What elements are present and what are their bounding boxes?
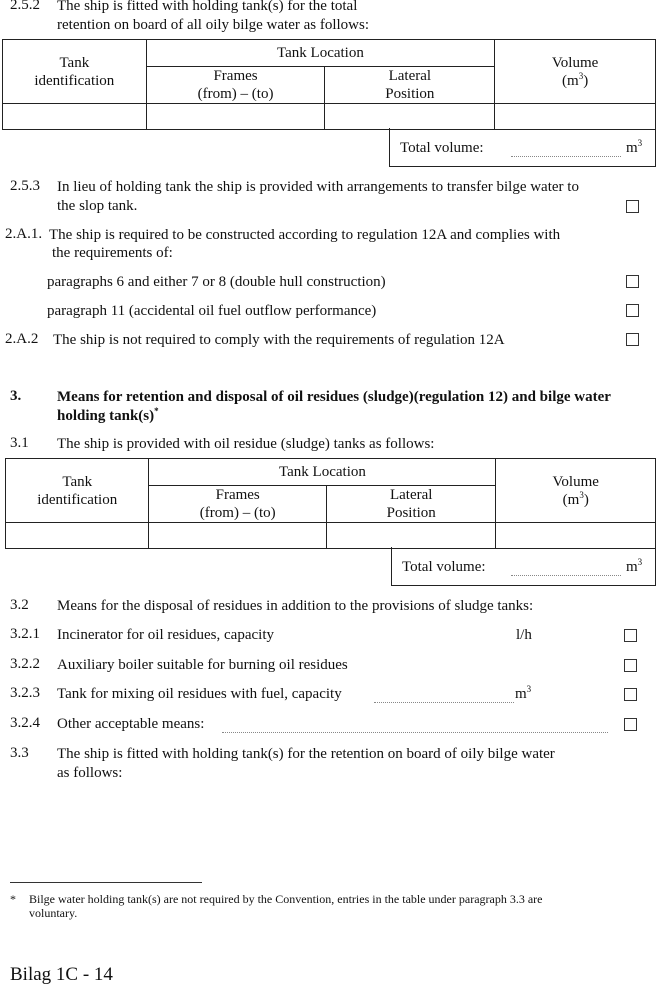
header-lateral-position: Lateral Position <box>325 67 495 104</box>
section-number: 3.3 <box>10 745 29 761</box>
checkbox-double-hull[interactable] <box>626 275 639 288</box>
footnote-divider <box>10 882 202 883</box>
option-double-hull: paragraphs 6 and either 7 or 8 (double hull construction) <box>47 274 386 290</box>
section-text: The ship is provided with oil residue (sludge) tanks as follows: <box>57 436 435 452</box>
header-tank-identification: Tank identification <box>6 459 149 523</box>
footnote-reference: * <box>154 406 159 416</box>
section-text: In lieu of holding tank the ship is provided with arrangements to transfer bilge water to <box>57 179 579 195</box>
checkbox-2-5-3[interactable] <box>626 200 639 213</box>
header-frames: Frames (from) – (to) <box>146 67 325 104</box>
sludge-tank-table <box>5 458 656 549</box>
option-oil-fuel-outflow: paragraph 11 (accidental oil fuel outflow performance) <box>47 303 377 319</box>
cell-lateral-position[interactable] <box>325 104 495 130</box>
section-text: The ship is not required to comply with the requirements of regulation 12A <box>53 332 505 348</box>
item-incinerator-label: Incinerator for oil residues, capacity <box>57 627 274 643</box>
item-number: 3.2.3 <box>10 685 40 701</box>
section-number: 3. <box>10 388 22 404</box>
header-volume: Volume $(m^3)$ <box>495 40 656 104</box>
incinerator-unit: l/h <box>516 627 532 643</box>
section-text: the slop tank. <box>57 198 138 214</box>
item-number: 3.2.4 <box>10 715 40 731</box>
footnote-text: voluntary. <box>29 906 78 920</box>
footnote-text: Bilge water holding tank(s) are not required by the Convention, entries in the table under paragraph 3.3 are <box>29 892 543 906</box>
other-means-field[interactable] <box>222 732 608 733</box>
header-tank-location: Tank Location <box>146 40 495 67</box>
item-number: 3.2.1 <box>10 626 40 642</box>
section-text: as follows: <box>57 765 123 781</box>
section-heading: holding tank(s)* <box>57 406 159 424</box>
checkbox-mixing-tank[interactable] <box>624 688 637 701</box>
checkbox-auxiliary-boiler[interactable] <box>624 659 637 672</box>
total-volume-box <box>391 547 656 586</box>
section-number: 2.5.3 <box>10 178 40 194</box>
cell-volume[interactable] <box>495 104 656 130</box>
page-footer: Bilag 1C - 14 <box>10 964 113 985</box>
footnote-mark: * <box>10 892 16 906</box>
section-text: Means for the disposal of residues in addition to the provisions of sludge tanks: <box>57 598 534 614</box>
header-tank-identification: Tank identification <box>3 40 147 104</box>
checkbox-incinerator[interactable] <box>624 629 637 642</box>
item-number: 3.2.2 <box>10 656 40 672</box>
total-volume-label: Total volume: <box>400 140 484 156</box>
total-volume-box <box>389 128 656 167</box>
item-other-means-label: Other acceptable means: <box>57 716 205 732</box>
mixing-tank-capacity-field[interactable] <box>374 702 514 703</box>
cell-frames[interactable] <box>146 104 325 130</box>
header-tank-location: Tank Location <box>149 459 496 486</box>
section-number: 2.5.2 <box>10 0 40 13</box>
section-text: The ship is fitted with holding tank(s) for the total <box>57 0 358 14</box>
total-volume-field[interactable] <box>511 575 621 576</box>
section-number: 2.A.2 <box>5 331 39 347</box>
cell-lateral-position[interactable] <box>326 523 496 549</box>
cell-volume[interactable] <box>496 523 656 549</box>
bilge-holding-tank-table <box>2 39 656 130</box>
checkbox-2-a-2[interactable] <box>626 333 639 346</box>
section-text: The ship is fitted with holding tank(s) for the retention on board of oily bilge water <box>57 746 555 762</box>
cell-tank-identification[interactable] <box>6 523 149 549</box>
section-text: the requirements of: <box>52 245 173 261</box>
cell-tank-identification[interactable] <box>3 104 147 130</box>
header-volume: Volume $(m^3)$ <box>496 459 656 523</box>
total-volume-field[interactable] <box>511 156 621 157</box>
header-lateral-position: Lateral Position <box>326 486 496 523</box>
section-number: 3.2 <box>10 597 29 613</box>
checkbox-oil-fuel-outflow[interactable] <box>626 304 639 317</box>
section-text: The ship is required to be constructed according to regulation 12A and complies with <box>49 227 561 243</box>
section-number: 2.A.1. <box>5 226 43 242</box>
mixing-tank-unit: $m^3$ <box>515 684 532 702</box>
header-frames: Frames (from) – (to) <box>149 486 327 523</box>
item-mixing-tank-label: Tank for mixing oil residues with fuel, capacity <box>57 686 342 702</box>
total-volume-unit: $m^3$ <box>626 557 643 575</box>
section-text: retention on board of all oily bilge water as follows: <box>57 17 370 33</box>
section-number: 3.1 <box>10 435 29 451</box>
total-volume-unit: $m^3$ <box>626 138 643 156</box>
cell-frames[interactable] <box>149 523 327 549</box>
item-auxiliary-boiler-label: Auxiliary boiler suitable for burning oil residues <box>57 657 348 673</box>
checkbox-other-means[interactable] <box>624 718 637 731</box>
table-row <box>3 104 656 130</box>
section-heading: Means for retention and disposal of oil residues (sludge)(regulation 12) and bilge water <box>57 389 611 405</box>
total-volume-label: Total volume: <box>402 559 486 575</box>
table-row <box>6 523 656 549</box>
